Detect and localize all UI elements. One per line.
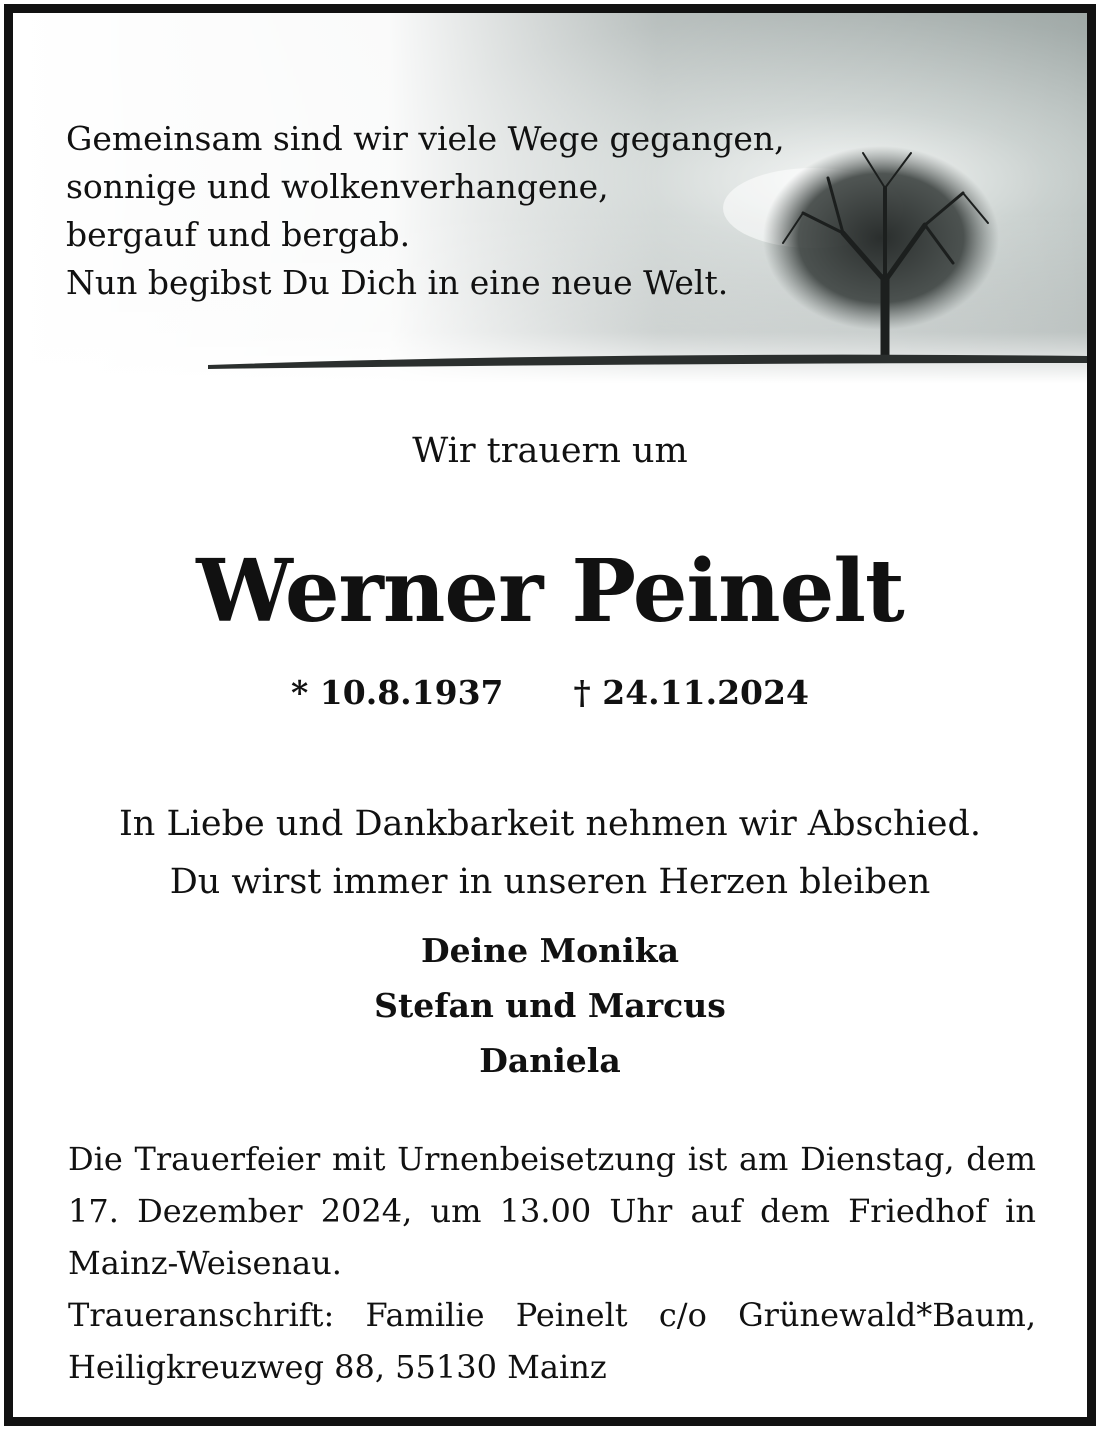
- intro-text: Wir trauern um: [412, 431, 688, 471]
- address-line: Heiligkreuzweg 88, 55130 Mainz: [68, 1348, 607, 1386]
- ceremony-line: Mainz-Weisenau.: [68, 1244, 342, 1282]
- farewell-line: Du wirst immer in unseren Herzen bleiben: [169, 862, 931, 902]
- poem-line: bergauf und bergab.: [66, 215, 411, 254]
- farewell-text: [13, 795, 1087, 911]
- ceremony-line: Die Trauerfeier mit Urnenbeisetzung ist am Dienstag, dem: [68, 1140, 1036, 1178]
- poem-line: Gemeinsam sind wir viele Wege gegangen,: [66, 119, 785, 158]
- deceased-name: Werner Peinelt: [196, 541, 904, 642]
- death-date: † 24.11.2024: [573, 673, 809, 712]
- ceremony-line: 17. Dezember 2024, um 13.00 Uhr auf dem Friedhof in: [68, 1192, 1036, 1230]
- birth-date: * 10.8.1937: [291, 673, 504, 712]
- farewell-line: In Liebe und Dankbarkeit nehmen wir Abschied.: [118, 804, 982, 844]
- mourner-name: Daniela: [479, 1041, 621, 1080]
- poem-line: sonnige und wolkenverhangene,: [66, 167, 609, 206]
- mourner-name: Stefan und Marcus: [374, 986, 726, 1025]
- poem: [66, 115, 785, 307]
- mourning-address: [68, 1289, 1036, 1393]
- address-line: Traueranschrift: Familie Peinelt c/o Grünewald*Baum,: [68, 1296, 1036, 1334]
- poem-line: Nun begibst Du Dich in eine neue Welt.: [66, 263, 729, 302]
- life-dates: [13, 673, 1087, 712]
- mourners-list: [13, 923, 1087, 1088]
- obituary-frame: [4, 4, 1096, 1426]
- mourner-name: Deine Monika: [421, 931, 679, 970]
- ceremony-info: [68, 1133, 1036, 1289]
